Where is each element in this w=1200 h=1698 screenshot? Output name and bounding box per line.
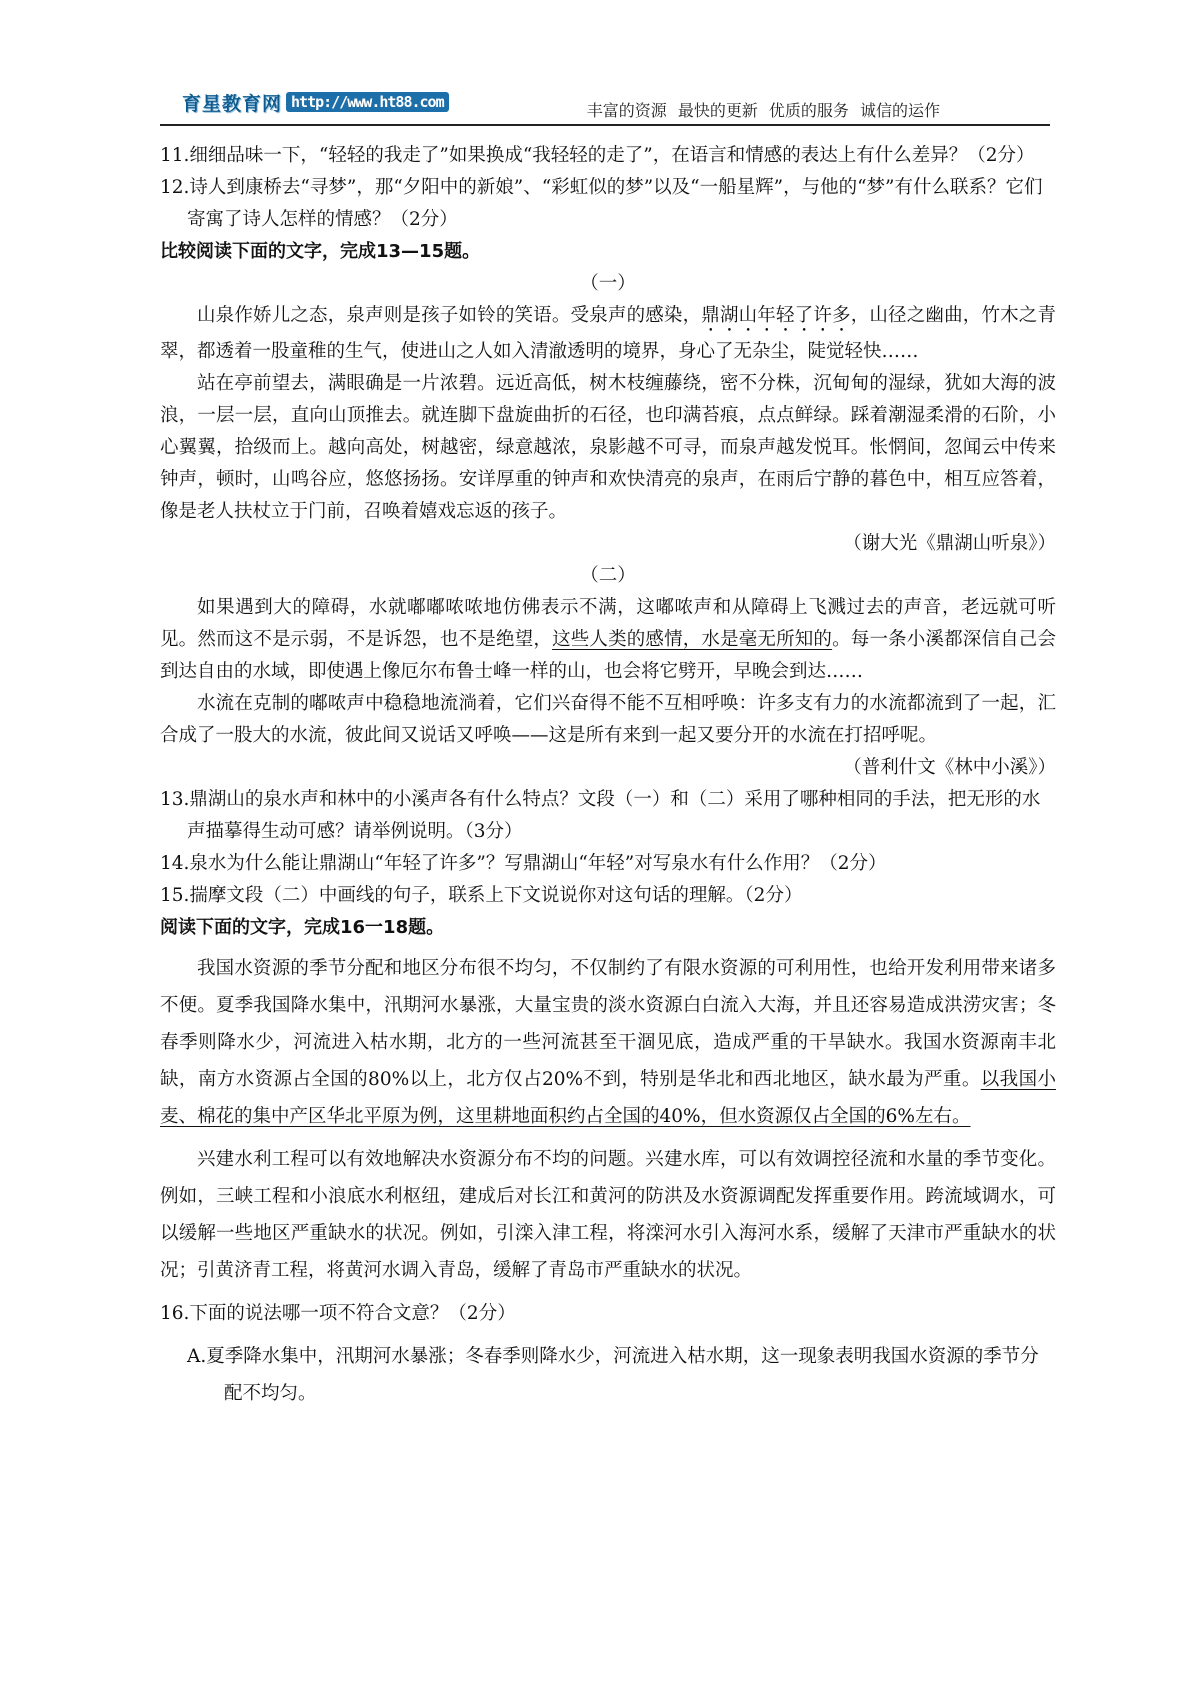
source-citation-1: （谢大光《鼎湖山听泉》）: [843, 533, 1056, 554]
section-title-reading: 阅读下面的文字，完成16一18题。: [160, 917, 445, 938]
site-logo[interactable]: [182, 90, 449, 114]
part-label-2: （二）: [580, 565, 636, 586]
passage-3-paragraph-2: 兴建水利工程可以有效地解决水资源分布不均的问题。兴建水库，可以有效调控径流和水量的季节变化。例如，三峡工程和小浪底水利枢纽，建成后对长江和黄河的防洪及水资源调配发挥重要作用。跨流域调水，可以缓解一些地区严重缺水的状况。例如，引滦入津工程，将滦河水引入海河水系，缓解了天津市严重缺水的状况；引黄济青工程，将黄河水调入青岛，缓解了青岛市严重缺水的状况。: [160, 1149, 1056, 1281]
dotted-phrase: 鼎湖山年轻了许多: [701, 305, 851, 326]
question-11: 11.细细品味一下，“轻轻的我走了”如果换成“我轻轻的走了”，在语言和情感的表达上有什么差异？（2分）: [160, 145, 1035, 166]
passage-2-paragraph-1: 如果遇到大的障碍，水就嘟嘟哝哝地仿佛表示不满，这嘟哝声和从障碍上飞溅过去的声音，老远就可听见。然而这不是示弱，不是诉怨，也不是绝望，这些人类的感情，水是毫无所知的。每一条小溪都深信自己会到达自由的水域，即使遇上像厄尔布鲁士峰一样的山，也会将它劈开，早晚会到达……: [160, 597, 1056, 682]
logo-text: 育星教育网: [182, 93, 283, 115]
underlined-sentence: 这些人类的感情，水是毫无所知的: [552, 629, 833, 650]
page-header: [160, 88, 1050, 126]
document-body: [160, 140, 1056, 1412]
question-16-option-a: A.夏季降水集中，汛期河水暴涨；冬春季则降水少，河流进入枯水期，这一现象表明我国水资源的季节分配不均匀。: [187, 1346, 1039, 1404]
header-slogan: 丰富的资源 最快的更新 优质的服务 诚信的运作: [586, 101, 940, 120]
passage-3-paragraph-1: 我国水资源的季节分配和地区分布很不均匀，不仅制约了有限水资源的可利用性，也给开发利用带来诸多不便。夏季我国降水集中，汛期河水暴涨，大量宝贵的淡水资源白白流入大海，并且还容易造成洪涝灾害；冬春季则降水少，河流进入枯水期，北方的一些河流甚至干涸见底，造成严重的干旱缺水。我国水资源南丰北缺，南方水资源占全国的80%以上，北方仅占20%不到，特别是华北和西北地区，缺水最为严重。以我国小麦、棉花的集中产区华北平原为例，这里耕地面积约占全国的40%，但水资源仅占全国的6%左右。: [160, 958, 1056, 1127]
logo-url[interactable]: http://www.ht88.com: [286, 92, 449, 112]
passage-1-paragraph-1: 山泉作娇儿之态，泉声则是孩子如铃的笑语。受泉声的感染，鼎湖山年轻了许多，山径之幽曲，竹木之青翠，都透着一股童稚的生气，使进山之人如入清澈透明的境界，身心了无杂尘，陡觉轻快……: [160, 305, 1056, 362]
question-15: 15.揣摩文段（二）中画线的句子，联系上下文说说你对这句话的理解。（2分）: [160, 885, 803, 906]
underlined-sentence-2: 以我国小麦、棉花的集中产区华北平原为例，这里耕地面积约占全国的40%，但水资源仅占全国的6%左右。: [160, 1069, 1056, 1127]
part-label-1: （一）: [580, 273, 636, 294]
question-14: 14.泉水为什么能让鼎湖山“年轻了许多”？写鼎湖山“年轻”对写泉水有什么作用？（2分）: [160, 853, 887, 874]
section-title-comparison: 比较阅读下面的文字，完成13—15题。: [160, 241, 481, 262]
passage-1-paragraph-2: 站在亭前望去，满眼确是一片浓碧。远近高低，树木枝缠藤绕，密不分株，沉甸甸的湿绿，犹如大海的波浪，一层一层，直向山顶推去。就连脚下盘旋曲折的石径，也印满苔痕，点点鲜绿。踩着潮湿柔滑的石阶，小心翼翼，拾级而上。越向高处，树越密，绿意越浓，泉影越不可寻，而泉声越发悦耳。怅惘间，忽闻云中传来钟声，顿时，山鸣谷应，悠悠扬扬。安详厚重的钟声和欢快清亮的泉声，在雨后宁静的暮色中，相互应答着，像是老人扶杖立于门前，召唤着嬉戏忘返的孩子。: [160, 373, 1056, 522]
question-16: 16.下面的说法哪一项不符合文意？（2分）: [160, 1303, 516, 1324]
question-12: 12.诗人到康桥去“寻梦”，那“夕阳中的新娘”、“彩虹似的梦”以及“一船星辉”，与他的“梦”有什么联系？它们寄寓了诗人怎样的情感？（2分）: [160, 177, 1043, 230]
source-citation-2: （普利什文《林中小溪》）: [843, 757, 1056, 778]
question-13: 13.鼎湖山的泉水声和林中的小溪声各有什么特点？文段（一）和（二）采用了哪种相同的手法，把无形的水声描摹得生动可感？请举例说明。（3分）: [160, 789, 1041, 842]
passage-2-paragraph-2: 水流在克制的嘟哝声中稳稳地流淌着，它们兴奋得不能不互相呼唤：许多支有力的水流都流到了一起，汇合成了一股大的水流，彼此间又说话又呼唤——这是所有来到一起又要分开的水流在打招呼呢。: [160, 693, 1056, 746]
